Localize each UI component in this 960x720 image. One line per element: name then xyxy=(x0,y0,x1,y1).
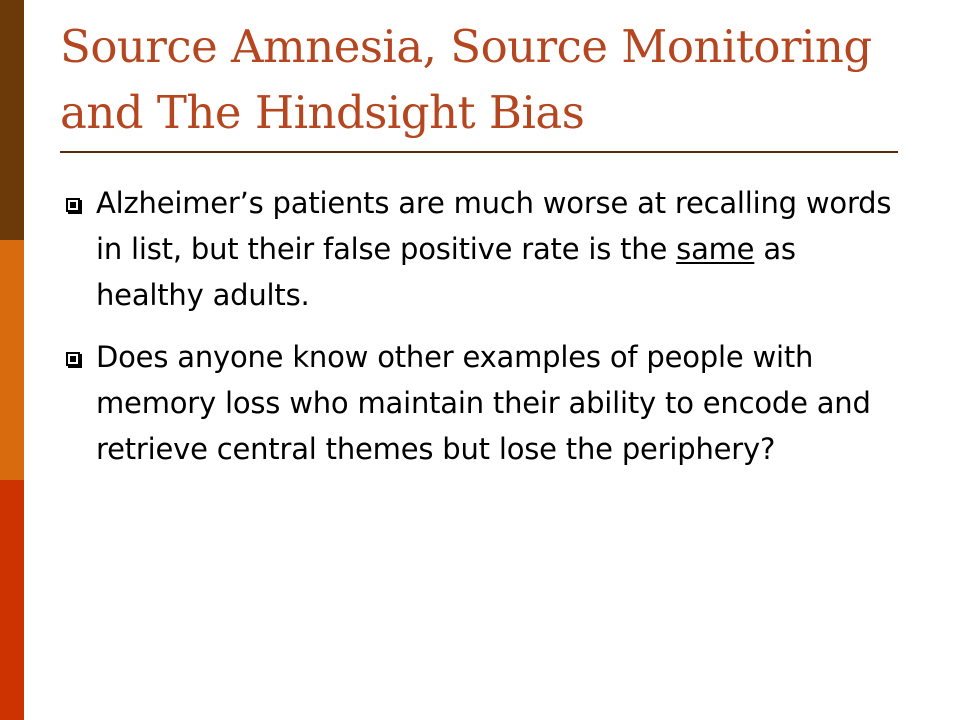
bullet-item xyxy=(62,180,912,318)
title-line-1: Source Amnesia, Source Monitoring xyxy=(60,20,872,73)
side-bar-segment-bottom xyxy=(0,480,24,720)
side-bar-segment-top xyxy=(0,0,24,240)
bullet-list xyxy=(62,180,912,488)
square-bullet-icon xyxy=(66,198,80,212)
underlined-word: same xyxy=(676,232,755,266)
bullet-text-part: Alzheimer’s patients are much worse at recalling words in list, but their false positive rate is the xyxy=(96,186,892,266)
side-color-bar xyxy=(0,0,24,720)
bullet-item xyxy=(62,334,912,472)
side-bar-segment-middle xyxy=(0,240,24,480)
bullet-text xyxy=(96,186,891,312)
bullet-text-part: as healthy adults. xyxy=(96,232,796,312)
bullet-text: Does anyone know other examples of people with memory loss who maintain their ability to encode and retrieve central themes but lose the periphery? xyxy=(96,340,871,466)
square-bullet-icon xyxy=(66,352,80,366)
title-divider xyxy=(60,151,898,153)
slide-title xyxy=(60,14,920,146)
title-line-2: and The Hindsight Bias xyxy=(60,86,585,139)
